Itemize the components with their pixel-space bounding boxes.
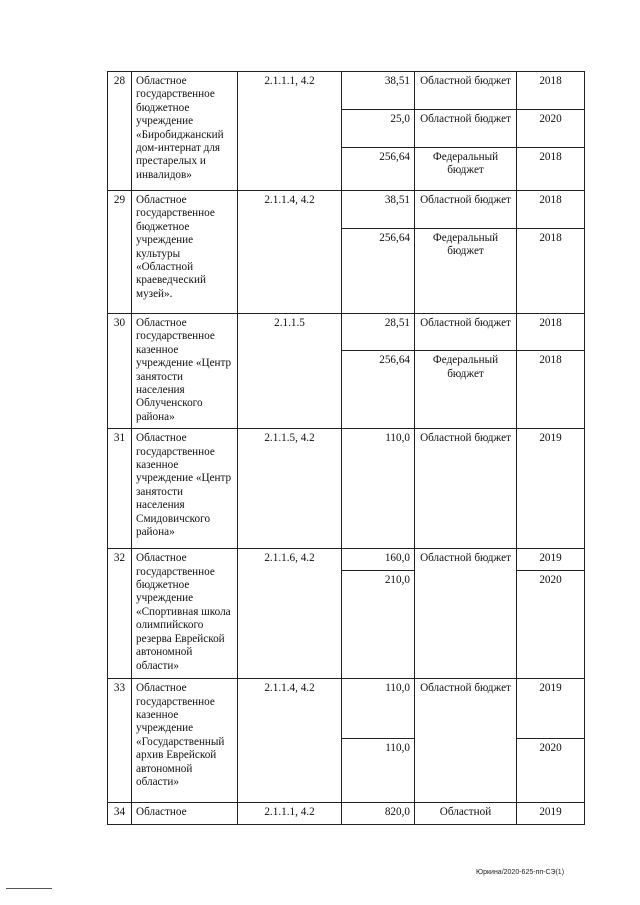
budget-source: Областной бюджет: [415, 191, 517, 229]
amount-cell: 160,0: [342, 549, 415, 571]
measure-code: 2.1.1.1, 4.2: [238, 72, 342, 191]
amount-cell: 256,64: [342, 229, 415, 314]
table-row: [108, 549, 585, 571]
measure-code: 2.1.1.4, 4.2: [238, 679, 342, 803]
table-row: [108, 191, 585, 229]
year-cell: 2019: [517, 803, 585, 825]
amount-cell: 256,64: [342, 351, 415, 429]
institution-name: Областное государственное казенное учреждение «Центр занятости населения Облученского района»: [132, 314, 238, 429]
budget-source: Областной бюджет: [415, 679, 517, 803]
institution-name: Областное государственное бюджетное учреждение культуры «Областной краеведческий музей».: [132, 191, 238, 314]
table-row: [108, 679, 585, 739]
row-number: 34: [108, 803, 132, 825]
amount-cell: 28,51: [342, 314, 415, 351]
year-cell: 2020: [517, 571, 585, 679]
institution-name: Областное государственное казенное учреждение «Государственный архив Еврейской автономной области»: [132, 679, 238, 803]
document-id: Юркина/2020-625-пп-СЭ(1): [476, 869, 565, 876]
institution-name: Областное государственное казенное учреждение «Центр занятости населения Смидовичского района»: [132, 429, 238, 549]
year-cell: 2019: [517, 679, 585, 739]
row-number: 29: [108, 191, 132, 314]
row-number: 28: [108, 72, 132, 191]
budget-source: Областной бюджет: [415, 314, 517, 351]
table-row: [108, 429, 585, 549]
budget-table: [107, 71, 585, 825]
year-cell: 2018: [517, 191, 585, 229]
measure-code: 2.1.1.1, 4.2: [238, 803, 342, 825]
year-cell: 2019: [517, 429, 585, 549]
year-cell: 2018: [517, 229, 585, 314]
amount-cell: 820,0: [342, 803, 415, 825]
amount-cell: 210,0: [342, 571, 415, 679]
amount-cell: 110,0: [342, 679, 415, 739]
budget-source: Областной бюджет: [415, 72, 517, 110]
year-cell: 2018: [517, 314, 585, 351]
amount-cell: 110,0: [342, 739, 415, 803]
year-cell: 2019: [517, 549, 585, 571]
budget-source: Федеральный бюджет: [415, 148, 517, 191]
institution-name: Областное государственное бюджетное учреждение «Биробиджанский дом-интернат для престарелых и инвалидов»: [132, 72, 238, 191]
measure-code: 2.1.1.6, 4.2: [238, 549, 342, 679]
budget-source: Областной бюджет: [415, 429, 517, 549]
row-number: 33: [108, 679, 132, 803]
amount-cell: 110,0: [342, 429, 415, 549]
budget-source: Областной бюджет: [415, 110, 517, 148]
year-cell: 2020: [517, 110, 585, 148]
budget-source: Областной: [415, 803, 517, 825]
row-number: 32: [108, 549, 132, 679]
table-row: [108, 803, 585, 825]
row-number: 31: [108, 429, 132, 549]
year-cell: 2018: [517, 148, 585, 191]
amount-cell: 38,51: [342, 191, 415, 229]
amount-cell: 38,51: [342, 72, 415, 110]
institution-name: Областное: [132, 803, 238, 825]
year-cell: 2020: [517, 739, 585, 803]
amount-cell: 256,64: [342, 148, 415, 191]
budget-source: Областной бюджет: [415, 549, 517, 679]
amount-cell: 25,0: [342, 110, 415, 148]
measure-code: 2.1.1.4, 4.2: [238, 191, 342, 314]
table-row: [108, 314, 585, 351]
measure-code: 2.1.1.5, 4.2: [238, 429, 342, 549]
budget-source: Федеральный бюджет: [415, 351, 517, 429]
year-cell: 2018: [517, 351, 585, 429]
row-number: 30: [108, 314, 132, 429]
table-row: [108, 72, 585, 110]
footer-divider: [6, 888, 52, 889]
budget-source: Федеральный бюджет: [415, 229, 517, 314]
year-cell: 2018: [517, 72, 585, 110]
measure-code: 2.1.1.5: [238, 314, 342, 429]
institution-name: Областное государственное бюджетное учреждение «Спортивная школа олимпийского резерва Еврейской автономной области»: [132, 549, 238, 679]
